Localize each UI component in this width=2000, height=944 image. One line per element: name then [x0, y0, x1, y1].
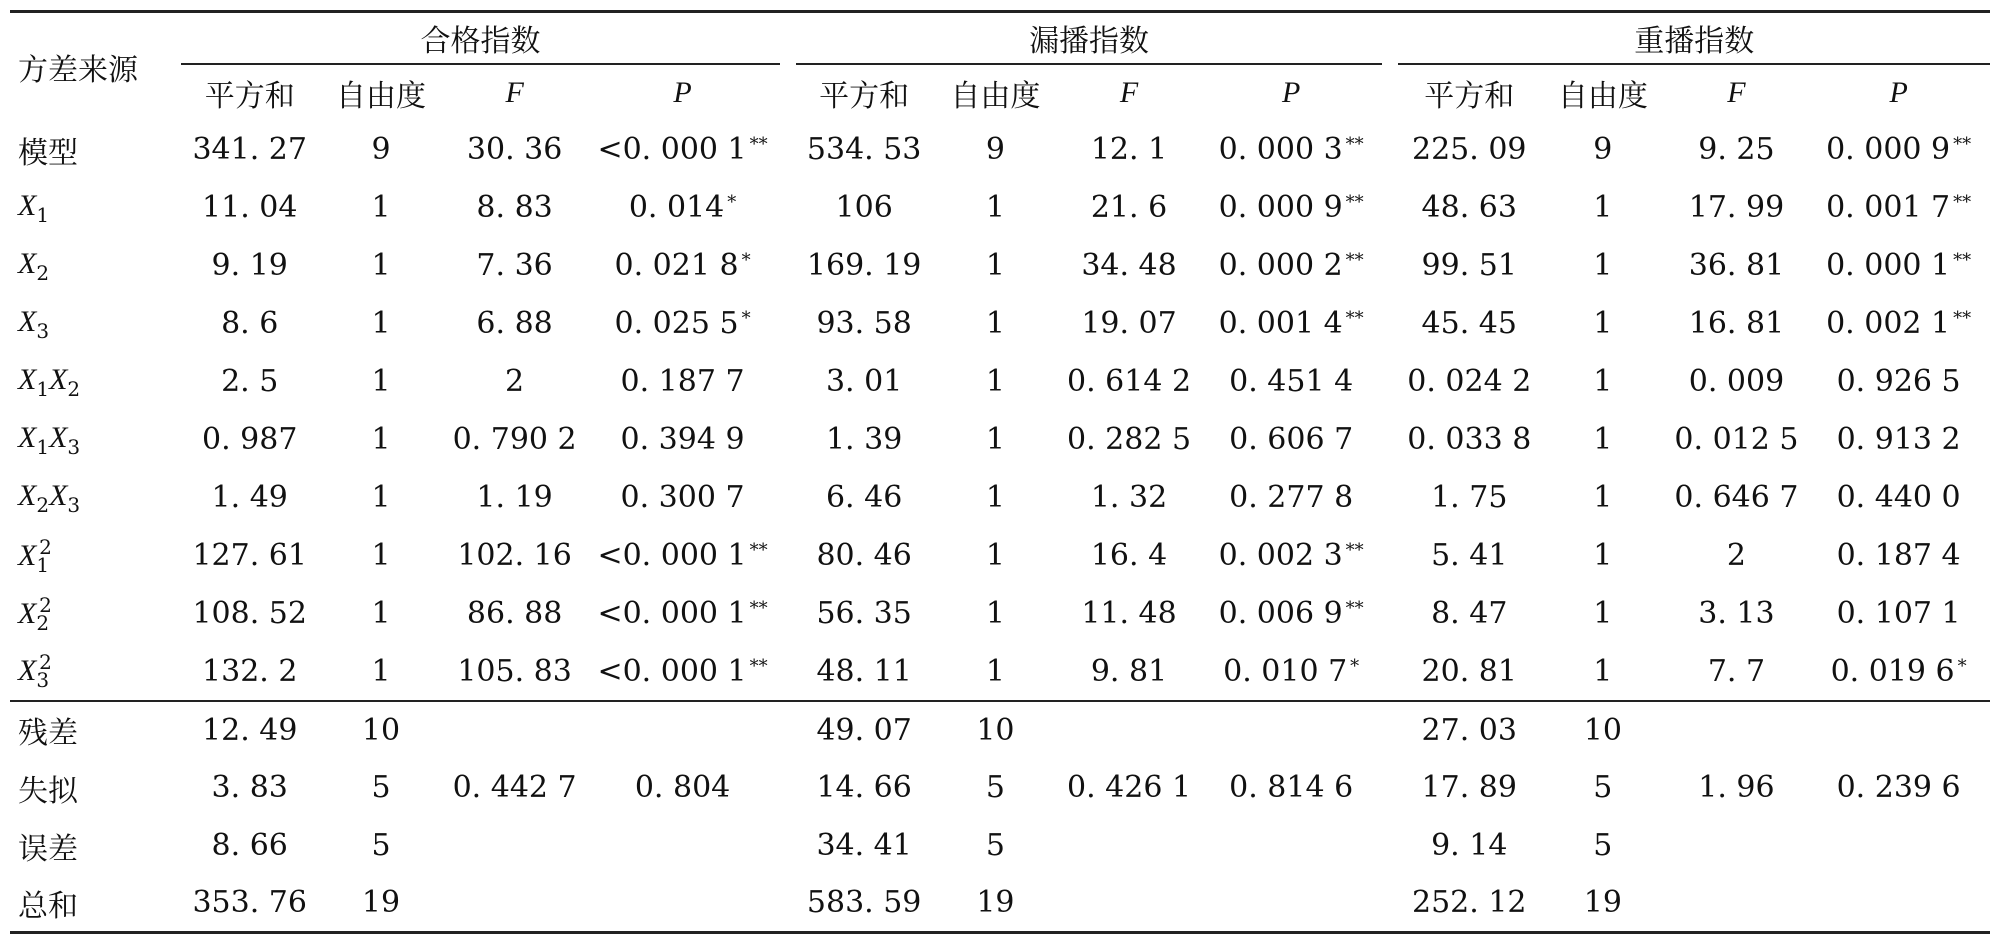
- subheader-p-value: P: [1281, 75, 1301, 109]
- cell-df: 1: [985, 480, 1005, 515]
- cell-ss: 3. 83: [211, 770, 288, 805]
- cell-df: 1: [1593, 422, 1613, 457]
- cell-f: 1. 32: [1090, 480, 1168, 515]
- cell-df: 1: [985, 190, 1005, 225]
- cell-p: [1200, 179, 1383, 237]
- subheader-p-value: P: [673, 75, 692, 109]
- variable-subscript: 1: [36, 435, 50, 459]
- p-value-text: 0. 014: [628, 190, 725, 225]
- cell-ss: 252. 12: [1412, 885, 1527, 921]
- cell-df: 1: [1593, 248, 1613, 283]
- significance-marker: *: [1350, 655, 1360, 677]
- cell-f: 16. 4: [1090, 538, 1168, 573]
- cell-df: 1: [985, 653, 1005, 689]
- significance-marker: **: [1345, 250, 1364, 271]
- variable-letter: X: [18, 363, 37, 396]
- significance-marker: *: [741, 308, 751, 329]
- cell-f: 0. 426 1: [1067, 770, 1192, 805]
- variable-letter: X: [49, 421, 68, 454]
- p-value-text: <0. 000 1: [597, 132, 747, 167]
- cell-f: [444, 701, 586, 759]
- cell-f: [444, 875, 586, 933]
- variable-letter: X: [18, 479, 37, 512]
- significance-marker: *: [1957, 655, 1967, 677]
- variable-subscript: 2: [36, 261, 50, 285]
- cell-p: [1807, 411, 1990, 469]
- cell-df: 19: [1583, 885, 1622, 921]
- cell-df: 5: [371, 828, 391, 863]
- row-source: [10, 469, 181, 527]
- cell-f: 30. 36: [466, 132, 563, 167]
- cell-f: 105. 83: [457, 653, 572, 689]
- cell-p: [1200, 411, 1383, 469]
- variable-subscript: 1: [36, 203, 50, 227]
- cell-ss: 1. 39: [825, 422, 903, 457]
- cell-p: [1807, 527, 1990, 585]
- subheader-degrees-of-freedom: 自由度: [950, 78, 1041, 114]
- subheader-sum-of-squares: 平方和: [819, 78, 910, 114]
- cell-df: 1: [1593, 190, 1613, 225]
- variable-letter: X: [18, 421, 37, 454]
- table-row: [10, 295, 1990, 353]
- significance-marker: **: [1953, 250, 1972, 271]
- subheader-f-value: F: [505, 75, 524, 109]
- cell-ss: 49. 07: [816, 712, 912, 748]
- cell-p: [585, 411, 779, 469]
- cell-ss: 80. 46: [816, 538, 912, 573]
- cell-df: 1: [371, 653, 391, 689]
- cell-f: 0. 012 5: [1674, 422, 1799, 457]
- cell-p: [1200, 643, 1383, 701]
- cell-ss: 48. 11: [816, 653, 912, 689]
- cell-ss: 93. 58: [816, 306, 912, 341]
- variable-subscript: 3: [36, 319, 50, 343]
- cell-p: [585, 585, 779, 643]
- cell-ss: 106: [835, 190, 893, 225]
- cell-ss: 3. 01: [825, 364, 903, 399]
- cell-p: [585, 237, 779, 295]
- cell-p: [1200, 759, 1383, 817]
- cell-ss: 1. 49: [211, 480, 288, 515]
- cell-ss: 6. 46: [825, 480, 903, 515]
- subheader-sum-of-squares: 平方和: [204, 78, 295, 114]
- p-value-text: 0. 001 7: [1826, 190, 1951, 225]
- cell-ss: 132. 2: [202, 653, 298, 689]
- row-source: 模型: [18, 135, 78, 171]
- table-row: [10, 527, 1990, 585]
- row-source: [10, 585, 181, 643]
- variable-letter: X: [18, 654, 37, 687]
- cell-p: [585, 817, 779, 875]
- cell-p: [1807, 701, 1990, 759]
- cell-df: 1: [371, 306, 391, 341]
- cell-ss: 127. 61: [192, 538, 307, 573]
- cell-p: [1807, 817, 1990, 875]
- cell-ss: 17. 89: [1421, 770, 1517, 805]
- cell-df: 1: [1593, 538, 1613, 573]
- significance-marker: **: [749, 134, 768, 155]
- cell-p: [585, 759, 779, 817]
- row-source: [10, 353, 181, 411]
- p-value-text: 0. 606 7: [1229, 422, 1354, 457]
- cell-ss: 14. 66: [816, 770, 912, 805]
- p-value-text: 0. 010 7: [1223, 653, 1348, 689]
- cell-ss: 8. 6: [221, 306, 279, 341]
- subheader-f-value: F: [1119, 75, 1139, 109]
- cell-p: [1200, 875, 1383, 933]
- group-header-missing: 漏播指数: [796, 12, 1383, 64]
- p-value-text: 0. 804: [634, 770, 731, 805]
- cell-p: [1807, 469, 1990, 527]
- cell-p: [1200, 295, 1383, 353]
- cell-ss: 583. 59: [806, 885, 922, 921]
- cell-df: 1: [1593, 653, 1613, 689]
- cell-f: 2: [505, 364, 525, 399]
- variable-letter: X: [18, 538, 37, 572]
- cell-df: 1: [985, 364, 1005, 399]
- significance-marker: **: [1345, 134, 1364, 155]
- significance-marker: **: [1345, 598, 1364, 619]
- p-value-text: 0. 814 6: [1229, 770, 1354, 805]
- cell-f: 0. 009: [1688, 364, 1785, 399]
- cell-ss: 341. 27: [192, 132, 307, 167]
- cell-f: [1666, 875, 1808, 933]
- cell-p: [585, 643, 779, 701]
- cell-ss: 48. 63: [1421, 190, 1517, 225]
- cell-df: 1: [371, 422, 391, 457]
- cell-ss: 34. 41: [816, 828, 912, 863]
- cell-ss: 353. 76: [192, 885, 307, 921]
- cell-p: [1807, 295, 1990, 353]
- p-value-text: 0. 000 2: [1218, 248, 1343, 283]
- cell-f: 1. 96: [1698, 770, 1775, 805]
- cell-ss: 0. 987: [202, 422, 298, 457]
- variable-letter: X: [18, 189, 37, 222]
- square-superscript: 2: [39, 650, 52, 674]
- row-source: [10, 527, 181, 585]
- cell-df: 9: [1593, 132, 1613, 167]
- cell-ss: 169. 19: [806, 248, 922, 283]
- variable-subscript: 3: [36, 668, 50, 692]
- table-row: [10, 179, 1990, 237]
- significance-marker: **: [749, 540, 768, 561]
- cell-ss: 225. 09: [1412, 132, 1527, 167]
- square-superscript: 2: [39, 534, 52, 559]
- cell-f: 3. 13: [1698, 596, 1775, 631]
- cell-p: [585, 179, 779, 237]
- variable-subscript: 2: [36, 610, 50, 635]
- cell-ss: 8. 66: [211, 828, 288, 863]
- cell-ss: 534. 53: [806, 132, 922, 167]
- cell-p: [585, 469, 779, 527]
- cell-f: [1666, 817, 1808, 875]
- cell-p: [1807, 179, 1990, 237]
- p-value-text: 0. 000 1: [1826, 248, 1951, 283]
- cell-f: [1058, 701, 1200, 759]
- cell-f: 11. 48: [1081, 596, 1177, 631]
- significance-marker: **: [1953, 192, 1972, 213]
- cell-ss: 12. 49: [202, 712, 298, 748]
- cell-f: 12. 1: [1090, 132, 1168, 167]
- row-source: 残差: [18, 716, 78, 751]
- cell-df: 10: [1583, 712, 1622, 748]
- cell-f: [1058, 817, 1200, 875]
- cell-f: 7. 7: [1707, 653, 1766, 689]
- cell-f: 21. 6: [1090, 190, 1168, 225]
- row-source: 失拟: [18, 773, 78, 809]
- cell-ss: 20. 81: [1421, 653, 1517, 689]
- cell-f: 2: [1726, 538, 1746, 573]
- cell-df: 5: [1593, 828, 1613, 863]
- p-value-text: <0. 000 1: [597, 653, 747, 689]
- p-value-text: 0. 021 8: [614, 248, 739, 283]
- significance-marker: *: [727, 192, 737, 213]
- significance-marker: **: [1345, 192, 1364, 213]
- p-value-text: 0. 239 6: [1836, 770, 1961, 805]
- cell-f: 0. 282 5: [1067, 422, 1192, 457]
- cell-ss: 5. 41: [1431, 538, 1508, 573]
- header-source: 方差来源: [18, 52, 138, 88]
- cell-f: 9. 25: [1698, 132, 1775, 167]
- p-value-text: 0. 002 1: [1826, 306, 1951, 341]
- cell-ss: 56. 35: [816, 596, 912, 631]
- cell-f: 86. 88: [466, 596, 563, 631]
- cell-f: [1058, 875, 1200, 933]
- cell-p: [585, 295, 779, 353]
- p-value-text: 0. 019 6: [1830, 653, 1955, 689]
- cell-f: 8. 83: [476, 190, 553, 225]
- p-value-text: 0. 913 2: [1836, 422, 1961, 457]
- cell-ss: 108. 52: [192, 596, 307, 631]
- subheader-degrees-of-freedom: 自由度: [1557, 78, 1648, 114]
- p-value-text: 0. 187 4: [1836, 538, 1961, 573]
- cell-p: [1200, 237, 1383, 295]
- cell-df: 5: [985, 770, 1005, 805]
- cell-df: 1: [985, 306, 1005, 341]
- cell-p: [1200, 469, 1383, 527]
- variable-letter: X: [49, 479, 68, 512]
- cell-df: 1: [371, 596, 391, 631]
- cell-ss: 0. 024 2: [1407, 364, 1532, 399]
- table-row: [10, 411, 1990, 469]
- cell-p: [1807, 585, 1990, 643]
- cell-ss: 27. 03: [1421, 712, 1517, 748]
- p-value-text: 0. 000 9: [1218, 190, 1343, 225]
- cell-f: [1666, 701, 1808, 759]
- cell-p: [1807, 237, 1990, 295]
- anova-table: [10, 10, 1990, 934]
- subheader-row: [10, 64, 1990, 121]
- table-row: [10, 585, 1990, 643]
- p-value-text: 0. 107 1: [1836, 596, 1961, 631]
- p-value-text: <0. 000 1: [597, 538, 747, 573]
- cell-df: 5: [1593, 770, 1613, 805]
- cell-p: [1807, 353, 1990, 411]
- cell-df: 1: [371, 480, 391, 515]
- cell-p: [585, 121, 779, 179]
- cell-df: 1: [985, 538, 1005, 573]
- significance-marker: **: [749, 655, 768, 677]
- variable-letter: X: [18, 247, 37, 280]
- cell-ss: 1. 75: [1431, 480, 1508, 515]
- p-value-text: 0. 440 0: [1836, 480, 1961, 515]
- cell-df: 1: [1593, 596, 1613, 631]
- cell-f: 16. 81: [1688, 306, 1785, 341]
- p-value-text: 0. 025 5: [614, 306, 739, 341]
- cell-p: [1807, 759, 1990, 817]
- subheader-f-value: F: [1727, 75, 1746, 109]
- row-source: [10, 411, 181, 469]
- cell-p: [585, 701, 779, 759]
- cell-f: [444, 817, 586, 875]
- table-body: [10, 121, 1990, 933]
- cell-f: 0. 790 2: [452, 422, 577, 457]
- cell-df: 5: [371, 770, 391, 805]
- p-value-text: 0. 002 3: [1218, 538, 1343, 573]
- row-source: 总和: [18, 888, 78, 924]
- cell-p: [1807, 643, 1990, 701]
- cell-ss: 99. 51: [1421, 248, 1517, 283]
- cell-p: [585, 353, 779, 411]
- table-row: [10, 875, 1990, 933]
- cell-ss: 11. 04: [202, 190, 298, 225]
- row-source: 误差: [18, 831, 78, 867]
- cell-df: 1: [1593, 480, 1613, 515]
- p-value-text: 0. 187 7: [620, 364, 745, 399]
- variable-letter: X: [49, 363, 68, 396]
- cell-f: 0. 646 7: [1674, 480, 1799, 515]
- significance-marker: **: [1953, 134, 1972, 155]
- cell-df: 1: [371, 248, 391, 283]
- cell-f: 9. 81: [1090, 653, 1168, 689]
- cell-p: [1200, 527, 1383, 585]
- cell-df: 1: [985, 596, 1005, 631]
- table-row: [10, 121, 1990, 179]
- significance-marker: **: [1953, 308, 1972, 329]
- variable-subscript: 1: [36, 377, 50, 401]
- cell-p: [1200, 353, 1383, 411]
- cell-f: 1. 19: [476, 480, 553, 515]
- cell-p: [585, 875, 779, 933]
- table-row: [10, 701, 1990, 759]
- cell-f: 102. 16: [457, 538, 572, 573]
- cell-df: 1: [1593, 306, 1613, 341]
- variable-letter: X: [18, 596, 37, 630]
- cell-df: 19: [976, 885, 1015, 921]
- p-value-text: 0. 006 9: [1218, 596, 1343, 631]
- cell-df: 1: [985, 248, 1005, 283]
- cell-ss: 9. 14: [1431, 828, 1508, 863]
- cell-df: 9: [985, 132, 1005, 167]
- cell-p: [585, 527, 779, 585]
- table-row: [10, 759, 1990, 817]
- variable-letter: X: [18, 305, 37, 338]
- cell-df: 1: [985, 422, 1005, 457]
- cell-df: 1: [1593, 364, 1613, 399]
- cell-p: [1200, 701, 1383, 759]
- cell-ss: 8. 47: [1431, 596, 1508, 631]
- cell-df: 19: [361, 885, 401, 921]
- cell-df: 1: [371, 364, 391, 399]
- p-value-text: 0. 000 3: [1218, 132, 1343, 167]
- variable-subscript: 2: [67, 377, 81, 401]
- significance-marker: **: [1345, 308, 1364, 329]
- cell-df: 10: [976, 712, 1015, 748]
- cell-p: [1807, 121, 1990, 179]
- row-source: [10, 179, 181, 237]
- p-value-text: 0. 277 8: [1229, 480, 1354, 515]
- p-value-text: 0. 001 4: [1218, 306, 1343, 341]
- anova-table-container: [10, 0, 1990, 934]
- cell-df: 10: [361, 712, 401, 748]
- p-value-text: 0. 451 4: [1229, 364, 1354, 399]
- variable-subscript: 3: [67, 435, 81, 459]
- cell-p: [1200, 585, 1383, 643]
- significance-marker: *: [741, 250, 751, 271]
- cell-df: 1: [371, 538, 391, 573]
- p-value-text: 0. 926 5: [1836, 364, 1961, 399]
- cell-ss: 9. 19: [211, 248, 288, 283]
- cell-f: 19. 07: [1081, 306, 1177, 341]
- table-row: [10, 643, 1990, 701]
- cell-ss: 0. 033 8: [1407, 422, 1532, 457]
- subheader-sum-of-squares: 平方和: [1424, 78, 1515, 114]
- cell-ss: 2. 5: [221, 364, 279, 399]
- p-value-text: 0. 394 9: [620, 422, 745, 457]
- table-row: [10, 353, 1990, 411]
- row-source: [10, 295, 181, 353]
- significance-marker: **: [749, 598, 768, 619]
- cell-p: [1200, 817, 1383, 875]
- cell-f: 0. 442 7: [452, 770, 577, 805]
- cell-f: 36. 81: [1688, 248, 1785, 283]
- p-value-text: 0. 000 9: [1826, 132, 1951, 167]
- cell-f: 34. 48: [1081, 248, 1177, 283]
- square-superscript: 2: [39, 592, 52, 617]
- cell-df: 1: [371, 190, 391, 225]
- cell-p: [1807, 875, 1990, 933]
- row-source: [10, 643, 181, 701]
- subheader-p-value: P: [1889, 75, 1908, 109]
- cell-p: [1200, 121, 1383, 179]
- cell-df: 5: [985, 828, 1005, 863]
- table-row: [10, 469, 1990, 527]
- cell-f: 17. 99: [1688, 190, 1785, 225]
- cell-ss: 45. 45: [1421, 306, 1517, 341]
- cell-f: 6. 88: [476, 306, 553, 341]
- table-row: [10, 817, 1990, 875]
- variable-subscript: 1: [36, 552, 50, 577]
- cell-f: 0. 614 2: [1067, 364, 1192, 399]
- row-source: [10, 237, 181, 295]
- p-value-text: 0. 300 7: [620, 480, 745, 515]
- cell-df: 9: [371, 132, 391, 167]
- table-row: [10, 237, 1990, 295]
- variable-subscript: 3: [67, 493, 81, 517]
- cell-f: 7. 36: [476, 248, 553, 283]
- group-header-multiple: 重播指数: [1398, 12, 1990, 64]
- variable-subscript: 2: [36, 493, 50, 517]
- group-header-qualified: 合格指数: [181, 12, 779, 64]
- subheader-degrees-of-freedom: 自由度: [336, 78, 426, 114]
- p-value-text: <0. 000 1: [597, 596, 747, 631]
- significance-marker: **: [1345, 540, 1364, 561]
